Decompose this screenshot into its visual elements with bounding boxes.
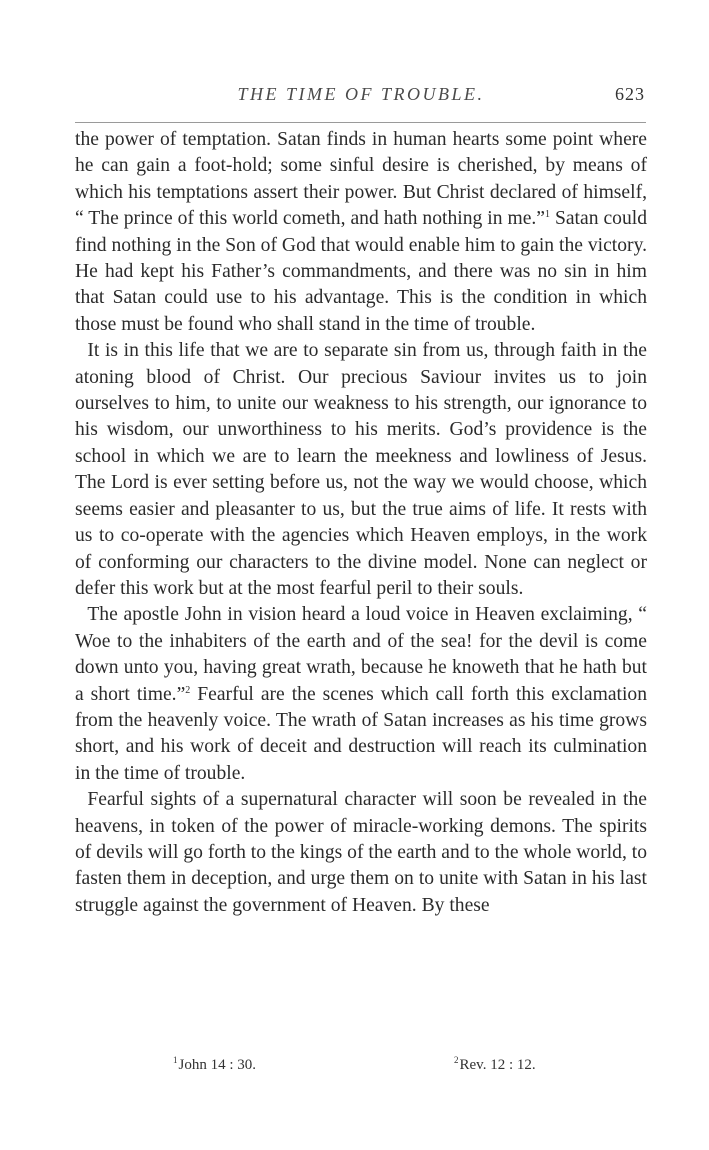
footnote-ref: 1: [545, 209, 550, 221]
paragraph: [75, 602, 647, 787]
footnote: [454, 1057, 536, 1074]
paragraph-text: The apostle John in vision heard a loud voice in Heaven exclaiming, “ Woe to the inhabiters of the earth and of the sea! for the devil is come down unto you, having great wrath, because he knoweth that he hath but a short time.”: [75, 604, 647, 705]
paragraph-text: the power of temptation. Satan finds in human hearts some point where he can gain a foot-hold; some sinful desire is cherished, by means of which his temptations assert their power. But Christ declared of himself, “ The prince of this world cometh, and hath nothing in me.”: [75, 129, 647, 230]
body-text: [75, 127, 647, 919]
paragraph-text: Fearful are the scenes which call forth this exclamation from the heavenly voice. The wrath of Satan increases as his time grows short, and his work of deceit and destruction will reach its culmination in the time of trouble.: [75, 683, 647, 784]
footnotes: [75, 1057, 647, 1083]
footnote-ref: 2: [185, 684, 191, 696]
paragraph: It is in this life that we are to separate sin from us, through faith in the atoning blood of Christ. Our precious Saviour invites us to join ourselves to him, to unite our weakness to his strength, our ignorance to his wisdom, our unworthiness to his merits. God’s providence is the school in which we are to learn the meekness and lowliness of Jesus. The Lord is ever setting before us, not the way we would choose, which seems easier and pleasanter to us, but the true aims of life. It rests with us to co-operate with the agencies which Heaven employs, in the work of conforming our characters to the divine model. None can neglect or defer this work but at the most fearful peril to their souls.: [75, 340, 647, 599]
page-number: 623: [615, 84, 645, 104]
footnote-text: John 14 : 30.: [178, 1057, 257, 1073]
running-head: [75, 84, 647, 114]
header-rule: [75, 122, 646, 123]
footnote: [173, 1057, 256, 1074]
paragraph: Fearful sights of a supernatural character will soon be revealed in the heavens, in token of the power of miracle-working demons. The spirits of devils will go forth to the kings of the earth and to the whole world, to fasten them in deception, and urge them on to unite with Satan in his last struggle against the government of Heaven. By these: [75, 789, 647, 916]
running-title: THE TIME OF TROUBLE.: [237, 84, 485, 104]
footnote-marker: 2: [454, 1055, 459, 1065]
paragraph-text: Satan could find nothing in the Son of God that would enable him to gain the victory. He had kept his Father’s commandments, and there was no sin in him that Satan could use to his advantage. This is the condition in which those must be found who shall stand in the time of trouble.: [75, 208, 647, 335]
footnote-marker: 1: [173, 1055, 178, 1065]
footnote-text: Rev. 12 : 12.: [459, 1057, 536, 1073]
paragraph: [75, 127, 647, 338]
